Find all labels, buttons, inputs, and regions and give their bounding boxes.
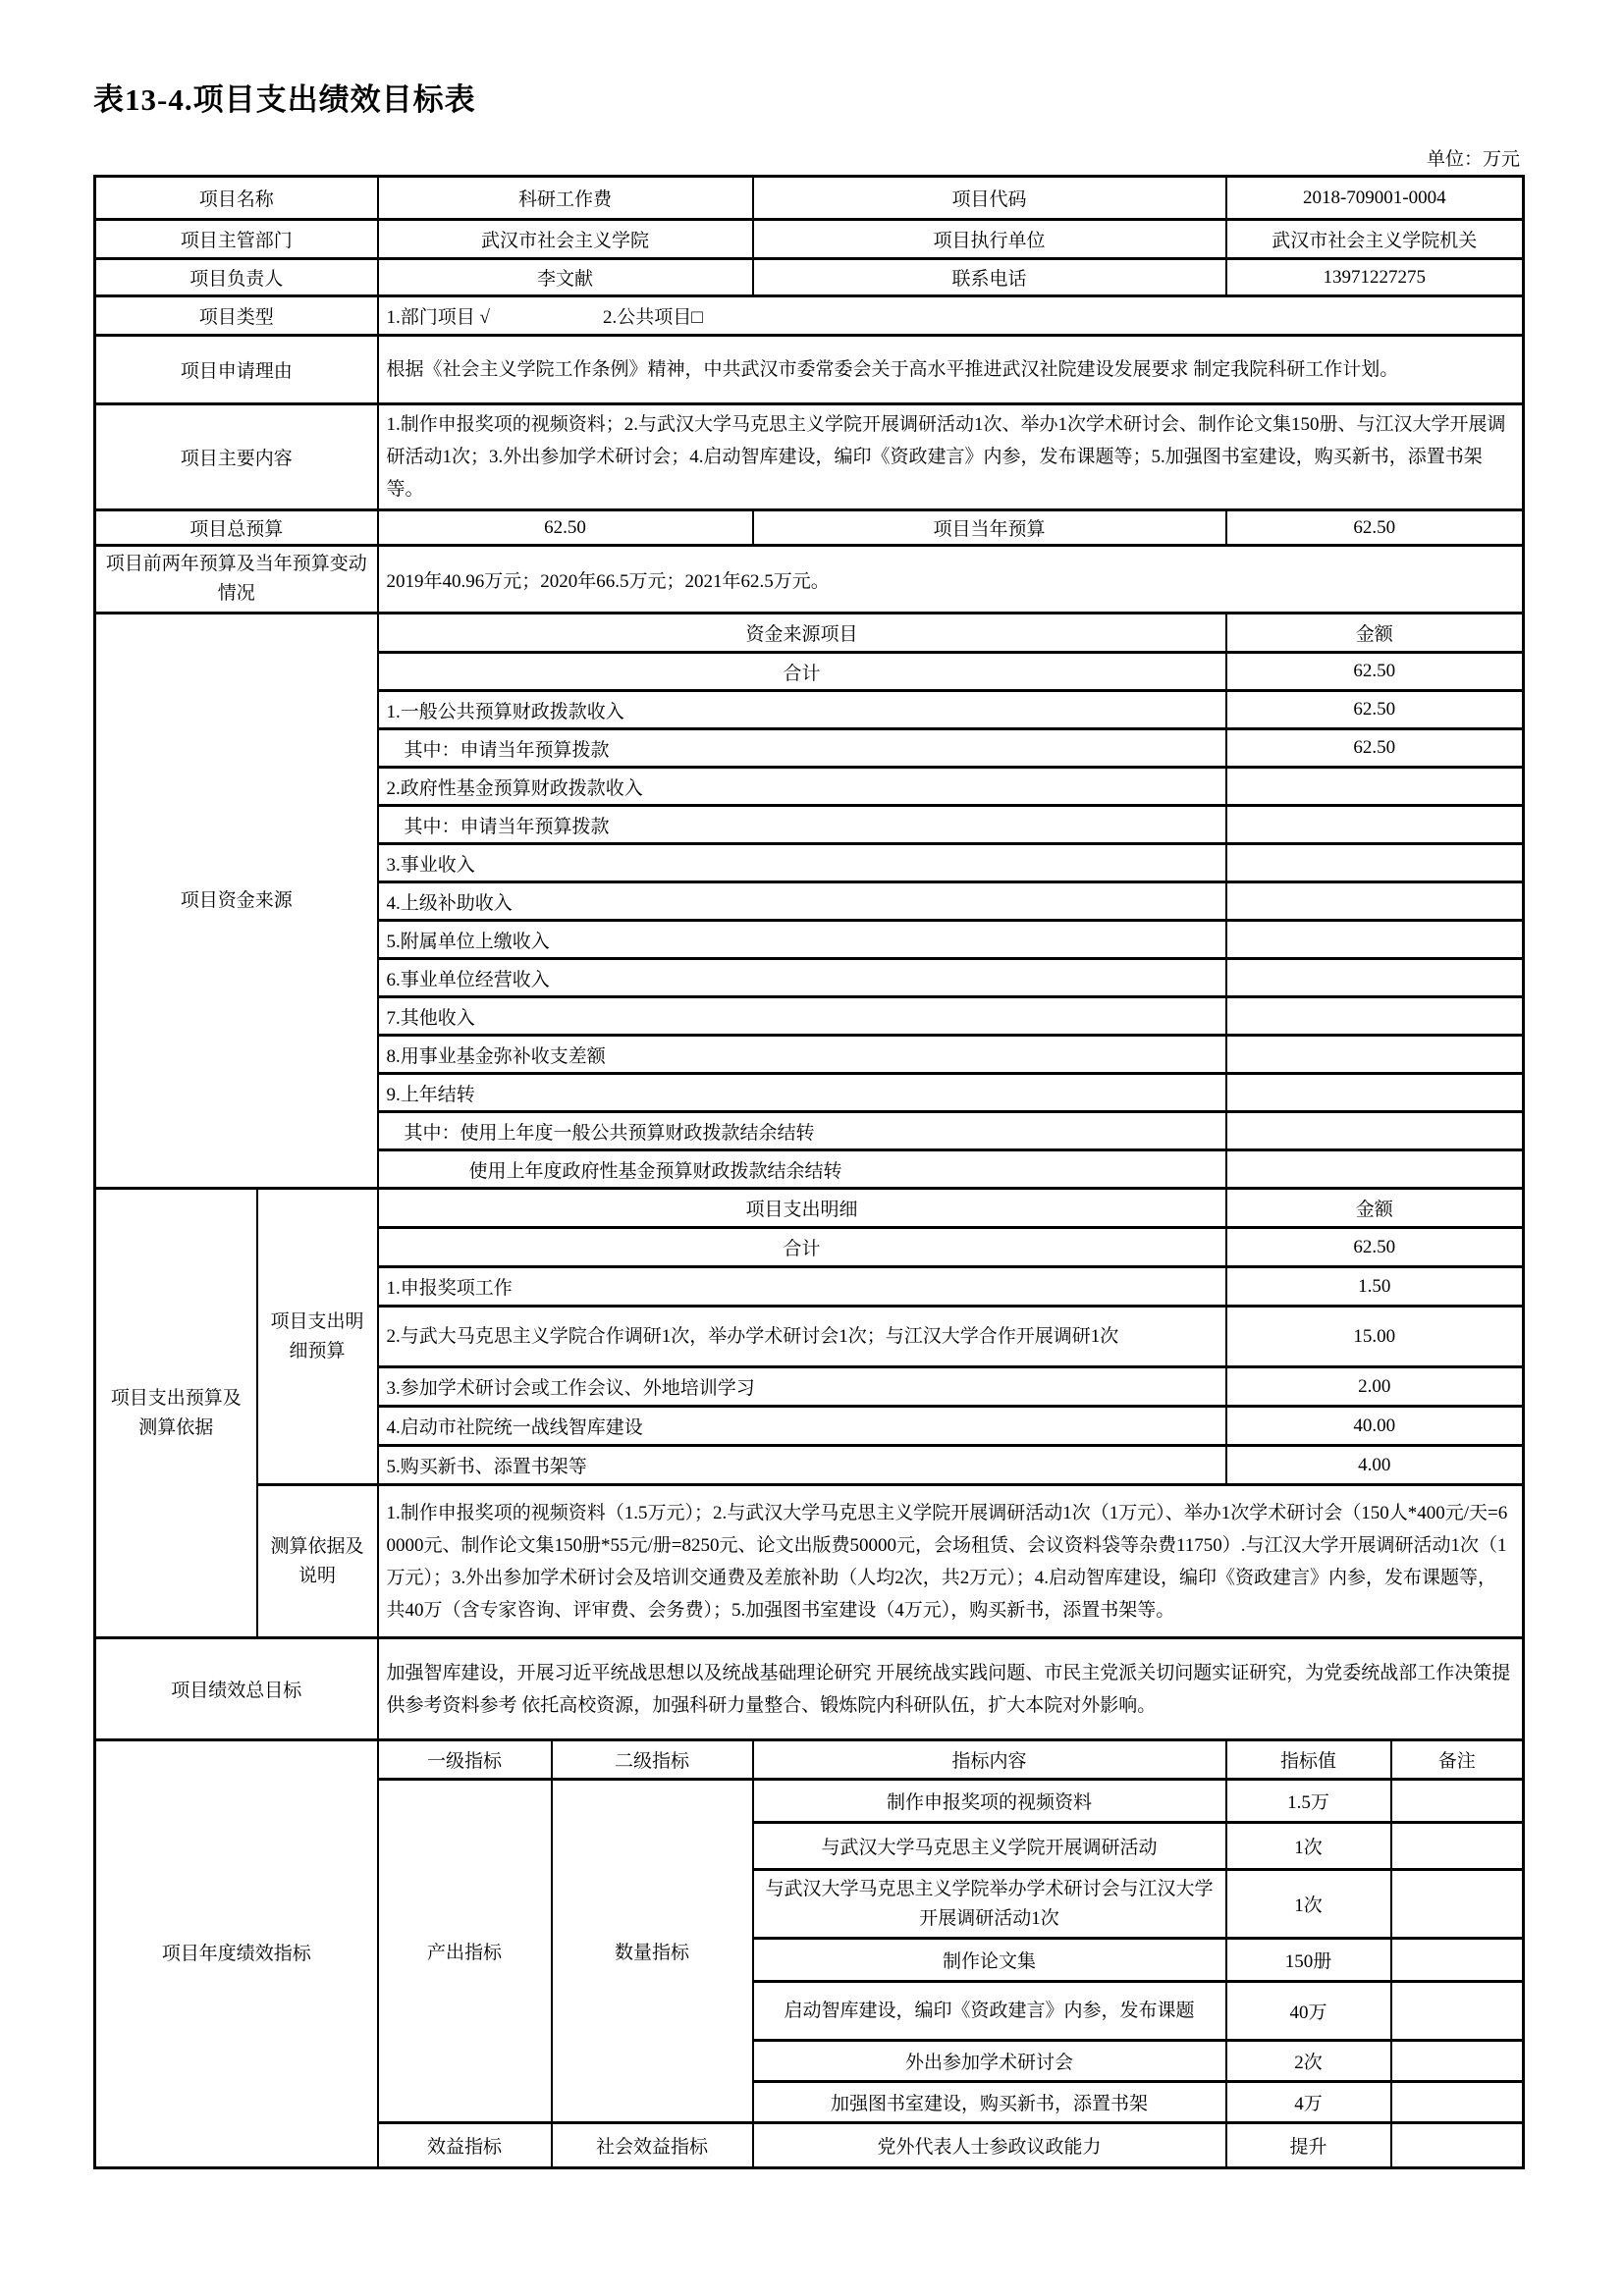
funding-row-amount	[1226, 997, 1524, 1036]
indicator-value: 4万	[1226, 2082, 1391, 2123]
indicator-header-value: 指标值	[1226, 1740, 1391, 1780]
funding-row-item: 5.附属单位上缴收入	[378, 921, 1226, 959]
funding-row-item: 8.用事业基金弥补收支差额	[378, 1036, 1226, 1074]
year-budget-label: 项目当年预算	[753, 510, 1226, 546]
funding-row-item: 3.事业收入	[378, 844, 1226, 882]
expenditure-header-item: 项目支出明细	[378, 1189, 1226, 1228]
type-option-public: 2.公共项目□	[602, 307, 703, 328]
funding-row-amount	[1226, 1112, 1524, 1150]
year-budget-value: 62.50	[1226, 510, 1524, 546]
indicators-section-label: 项目年度绩效指标	[95, 1740, 378, 2168]
expenditure-row-item: 1.申报奖项工作	[378, 1267, 1226, 1307]
funding-row-amount: 62.50	[1226, 653, 1524, 691]
dept-label: 项目主管部门	[95, 220, 378, 259]
indicator-quantity-label: 数量指标	[552, 1780, 753, 2123]
funding-header-amount: 金额	[1226, 614, 1524, 653]
content-label: 项目主要内容	[95, 404, 378, 510]
indicator-content: 制作论文集	[753, 1939, 1226, 1982]
phone-value: 13971227275	[1226, 259, 1524, 296]
type-value	[378, 296, 1524, 336]
expenditure-row-item: 4.启动市社院统一战线智库建设	[378, 1407, 1226, 1446]
funding-row-item: 4.上级补助收入	[378, 882, 1226, 921]
funding-row-amount	[1226, 1074, 1524, 1112]
expenditure-detail-label: 项目支出明细预算	[257, 1189, 378, 1485]
indicator-note	[1391, 1780, 1524, 1823]
indicator-content: 党外代表人士参政议政能力	[753, 2123, 1226, 2168]
funding-row-amount	[1226, 1036, 1524, 1074]
funding-section-label: 项目资金来源	[95, 614, 378, 1189]
indicator-content: 外出参加学术研讨会	[753, 2041, 1226, 2082]
indicator-output-label: 产出指标	[378, 1780, 552, 2123]
indicator-value: 40万	[1226, 1982, 1391, 2041]
indicator-note	[1391, 1870, 1524, 1939]
indicator-value: 150册	[1226, 1939, 1391, 1982]
project-name-label: 项目名称	[95, 177, 378, 220]
expenditure-section-label: 项目支出预算及测算依据	[95, 1189, 257, 1638]
expenditure-row-amount: 1.50	[1226, 1267, 1524, 1307]
expenditure-row-amount: 40.00	[1226, 1407, 1524, 1446]
basis-label: 测算依据及说明	[257, 1485, 378, 1638]
goal-label: 项目绩效总目标	[95, 1638, 378, 1740]
expenditure-row-item: 2.与武大马克思主义学院合作调研1次，举办学术研讨会1次；与江汉大学合作开展调研1次	[378, 1307, 1226, 1367]
indicator-note	[1391, 1939, 1524, 1982]
funding-row-amount	[1226, 768, 1524, 806]
funding-row-item: 使用上年度政府性基金预算财政拨款结余结转	[378, 1150, 1226, 1189]
funding-row-item: 9.上年结转	[378, 1074, 1226, 1112]
indicator-content: 与武汉大学马克思主义学院举办学术研讨会与江汉大学开展调研活动1次	[753, 1870, 1226, 1939]
expenditure-row-item: 5.购买新书、添置书架等	[378, 1446, 1226, 1485]
indicator-header-note: 备注	[1391, 1740, 1524, 1780]
expenditure-row-amount: 62.50	[1226, 1228, 1524, 1267]
funding-row-item: 6.事业单位经营收入	[378, 959, 1226, 997]
reason-label: 项目申请理由	[95, 336, 378, 404]
indicator-content: 与武汉大学马克思主义学院开展调研活动	[753, 1823, 1226, 1870]
funding-row-amount	[1226, 1150, 1524, 1189]
funding-row-item: 7.其他收入	[378, 997, 1226, 1036]
phone-label: 联系电话	[753, 259, 1226, 296]
funding-row-amount	[1226, 959, 1524, 997]
prev-budget-value: 2019年40.96万元；2020年66.5万元；2021年62.5万元。	[378, 546, 1524, 614]
indicator-value: 1次	[1226, 1870, 1391, 1939]
indicator-content: 制作申报奖项的视频资料	[753, 1780, 1226, 1823]
indicator-content: 加强图书室建设，购买新书，添置书架	[753, 2082, 1226, 2123]
exec-unit-value: 武汉市社会主义学院机关	[1226, 220, 1524, 259]
unit-note: 单位：万元	[1426, 149, 1520, 170]
indicator-note	[1391, 1982, 1524, 2041]
indicator-value: 1次	[1226, 1823, 1391, 1870]
leader-label: 项目负责人	[95, 259, 378, 296]
indicator-value: 2次	[1226, 2041, 1391, 2082]
funding-row-item: 其中：使用上年度一般公共预算财政拨款结余结转	[378, 1112, 1226, 1150]
expenditure-header-amount: 金额	[1226, 1189, 1524, 1228]
prev-budget-label: 项目前两年预算及当年预算变动情况	[95, 546, 378, 614]
funding-row-item: 1.一般公共预算财政拨款收入	[378, 691, 1226, 729]
type-option-department: 1.部门项目 √	[386, 307, 490, 328]
basis-text: 1.制作申报奖项的视频资料（1.5万元）；2.与武汉大学马克思主义学院开展调研活动1次（1万元）、举办1次学术研讨会（150人*400元/天=60000元、制作论文集150册*55元/册=8250元、论文出版费50000元，会场租赁、会议资料袋等杂费11750）.与江汉大学开展调研活动1次（1万元）；3.外出参加学术研讨会及培训交通费及差旅补助（人均2次，共2万元）；4.启动智库建设，编印《资政建言》内参，发布课题等，共40万（含专家咨询、评审费、会务费）；5.加强图书室建设（4万元），购买新书，添置书架等。	[378, 1485, 1524, 1638]
project-name-value: 科研工作费	[378, 177, 753, 220]
indicator-note	[1391, 1823, 1524, 1870]
indicator-header-content: 指标内容	[753, 1740, 1226, 1780]
funding-row-item: 其中：申请当年预算拨款	[378, 729, 1226, 768]
indicator-value: 1.5万	[1226, 1780, 1391, 1823]
content-text: 1.制作申报奖项的视频资料；2.与武汉大学马克思主义学院开展调研活动1次、举办1次学术研讨会、制作论文集150册、与江汉大学开展调研活动1次；3.外出参加学术研讨会；4.启动智库建设，编印《资政建言》内参，发布课题等；5.加强图书室建设，购买新书，添置书架等。	[378, 404, 1524, 510]
total-budget-label: 项目总预算	[95, 510, 378, 546]
indicator-note	[1391, 2041, 1524, 2082]
funding-row-amount: 62.50	[1226, 729, 1524, 768]
indicator-value: 提升	[1226, 2123, 1391, 2168]
exec-unit-label: 项目执行单位	[753, 220, 1226, 259]
performance-target-table	[93, 175, 1525, 2169]
indicator-header-level2: 二级指标	[552, 1740, 753, 1780]
expenditure-row-item: 合计	[378, 1228, 1226, 1267]
project-code-value: 2018-709001-0004	[1226, 177, 1524, 220]
funding-row-item: 2.政府性基金预算财政拨款收入	[378, 768, 1226, 806]
indicator-note	[1391, 2123, 1524, 2168]
funding-row-amount	[1226, 921, 1524, 959]
indicator-social-label: 社会效益指标	[552, 2123, 753, 2168]
total-budget-value: 62.50	[378, 510, 753, 546]
indicator-header-level1: 一级指标	[378, 1740, 552, 1780]
expenditure-row-amount: 2.00	[1226, 1367, 1524, 1407]
leader-value: 李文献	[378, 259, 753, 296]
expenditure-row-amount: 15.00	[1226, 1307, 1524, 1367]
funding-header-item: 资金来源项目	[378, 614, 1226, 653]
indicator-content: 启动智库建设，编印《资政建言》内参，发布课题	[753, 1982, 1226, 2041]
expenditure-row-item: 3.参加学术研讨会或工作会议、外地培训学习	[378, 1367, 1226, 1407]
expenditure-row-amount: 4.00	[1226, 1446, 1524, 1485]
dept-value: 武汉市社会主义学院	[378, 220, 753, 259]
goal-text: 加强智库建设，开展习近平统战思想以及统战基础理论研究 开展统战实践问题、市民主党派关切问题实证研究，为党委统战部工作决策提供参考资料参考 依托高校资源，加强科研力量整合、锻炼院内科研队伍，扩大本院对外影响。	[378, 1638, 1524, 1740]
funding-row-item: 其中：申请当年预算拨款	[378, 806, 1226, 844]
funding-row-amount	[1226, 844, 1524, 882]
indicator-benefit-label: 效益指标	[378, 2123, 552, 2168]
indicator-note	[1391, 2082, 1524, 2123]
reason-text: 根据《社会主义学院工作条例》精神，中共武汉市委常委会关于高水平推进武汉社院建设发展要求 制定我院科研工作计划。	[378, 336, 1524, 404]
type-label: 项目类型	[95, 296, 378, 336]
funding-row-amount	[1226, 882, 1524, 921]
page-title: 表13-4.项目支出绩效目标表	[93, 82, 476, 117]
funding-row-item: 合计	[378, 653, 1226, 691]
project-code-label: 项目代码	[753, 177, 1226, 220]
funding-row-amount	[1226, 806, 1524, 844]
funding-row-amount: 62.50	[1226, 691, 1524, 729]
